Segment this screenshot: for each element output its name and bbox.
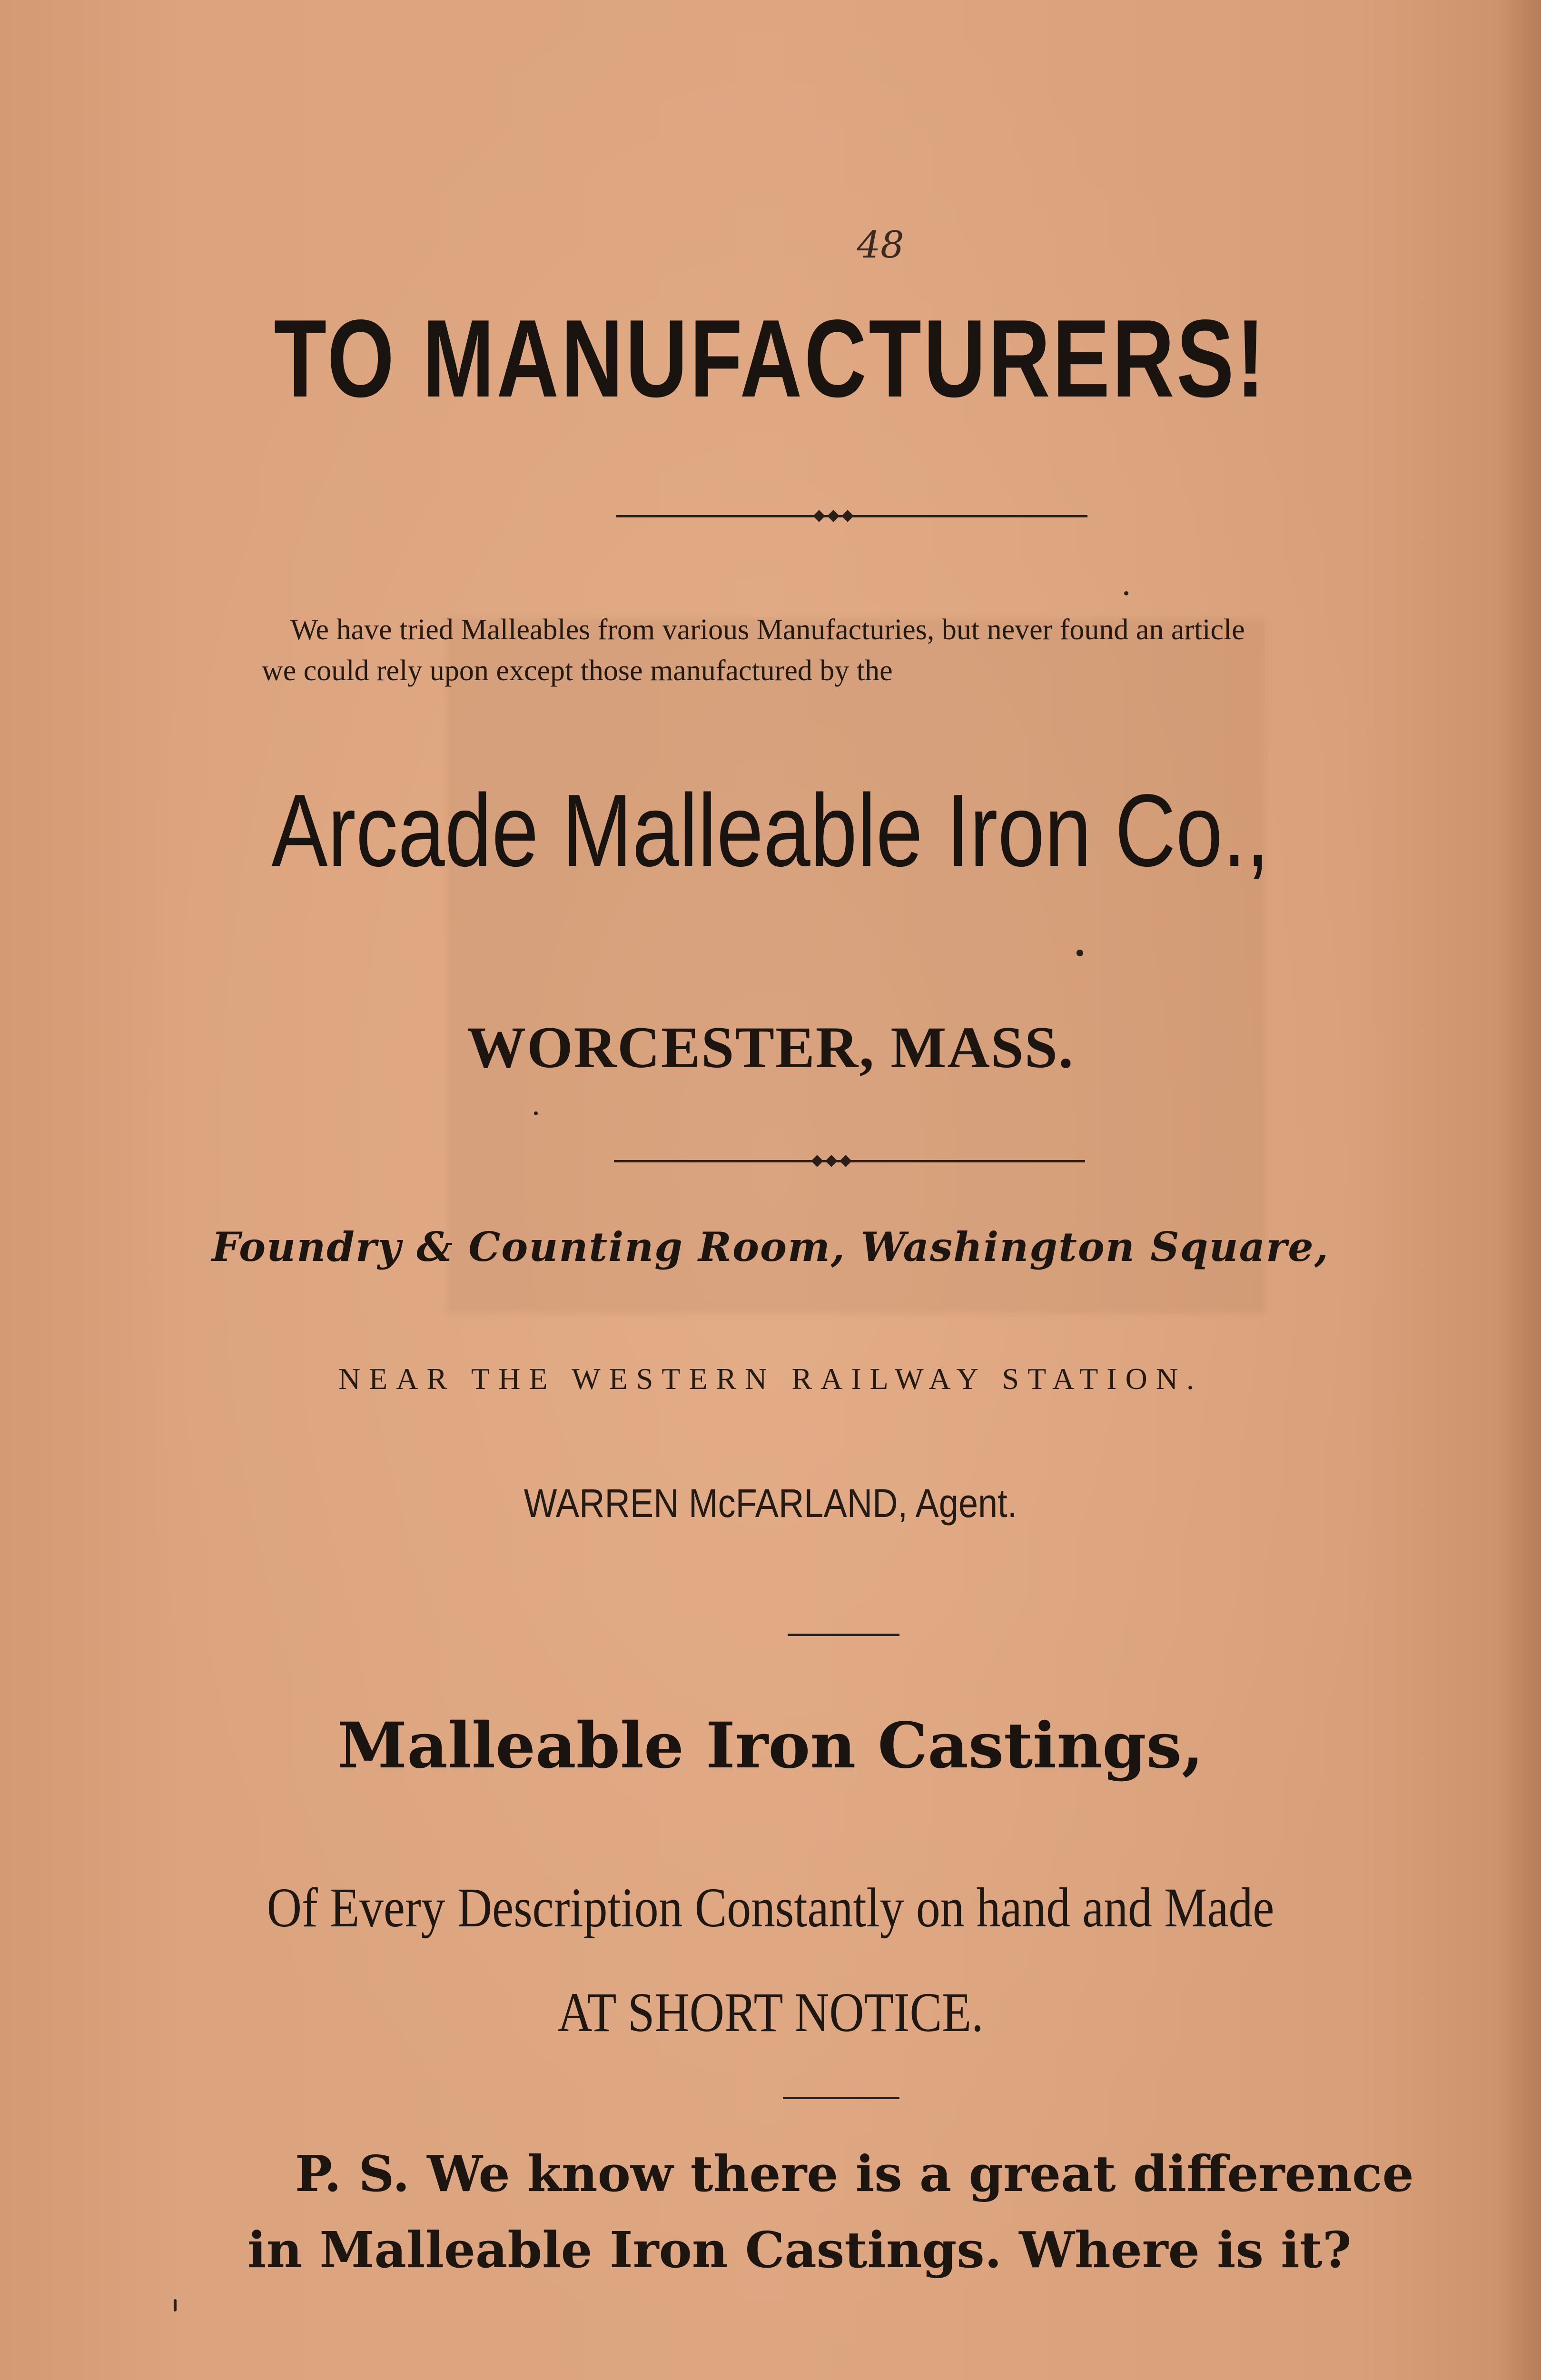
intro-line-1: We have tried Malleables from various Manufacturies, but never found an article <box>290 614 1245 646</box>
intro-line-2: we could rely upon except those manufactured by the <box>262 654 893 687</box>
description-line-2: AT SHORT NOTICE. <box>557 1981 984 2043</box>
description-line-1: Of Every Description Constantly on hand and Made <box>267 1876 1274 1939</box>
short-rule-1 <box>788 1634 899 1636</box>
castings-heading: Malleable Iron Castings, <box>337 1709 1204 1783</box>
page-title: TO MANUFACTURERS! <box>274 297 1267 420</box>
bleed-through-shadow <box>447 619 1266 1314</box>
paper-speck <box>174 2299 177 2311</box>
postscript-line-2: in Malleable Iron Castings. Where is it? <box>247 2221 1352 2279</box>
paper-speck <box>1124 591 1128 595</box>
agent-name: WARREN McFARLAND, Agent. <box>524 1481 1017 1526</box>
short-rule-2 <box>783 2097 899 2099</box>
company-location: WORCESTER, MASS. <box>467 1015 1074 1080</box>
company-name: Arcade Malleable Iron Co., <box>271 773 1270 888</box>
postscript-line-1: P. S. We know there is a great difference <box>295 2144 1414 2203</box>
paper-speck <box>1077 950 1083 956</box>
foundry-address: Foundry & Counting Room, Washington Square, <box>212 1223 1329 1270</box>
intro-text <box>262 609 1452 691</box>
page-number: 48 <box>857 224 904 267</box>
paper-speck <box>534 1111 538 1115</box>
near-station-line: NEAR THE WESTERN RAILWAY STATION. <box>338 1362 1203 1396</box>
